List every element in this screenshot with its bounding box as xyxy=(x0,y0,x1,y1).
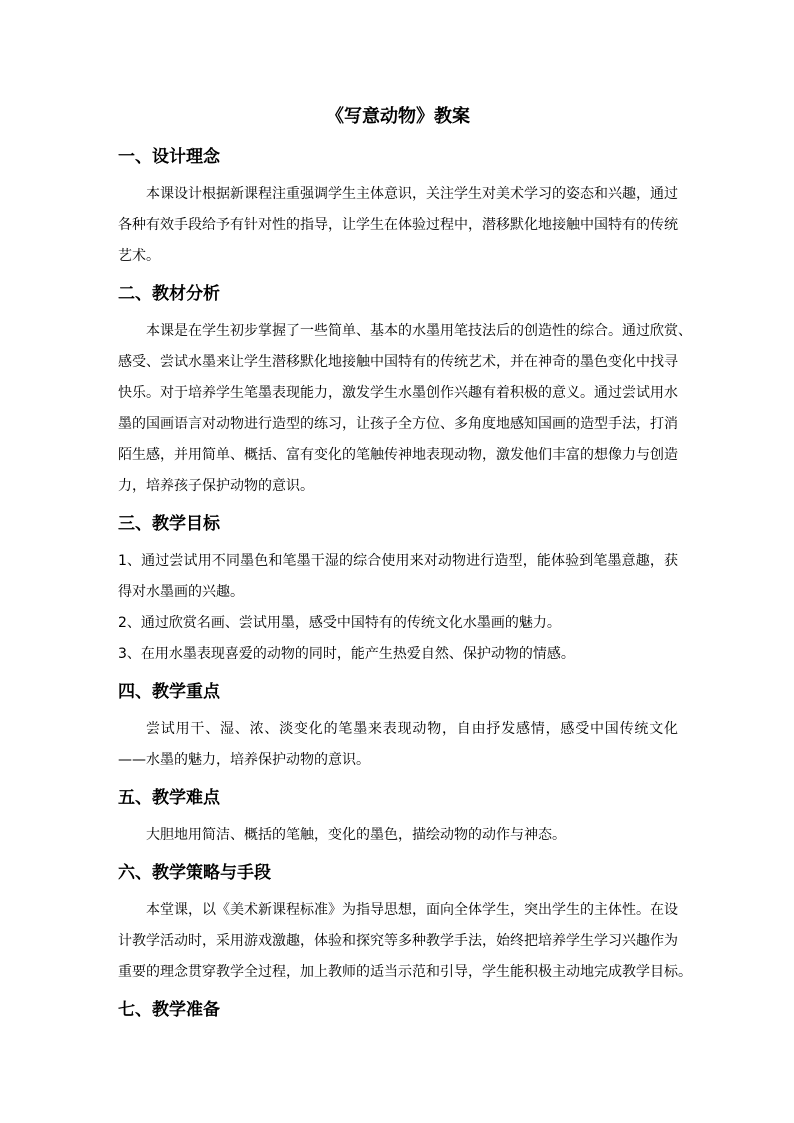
paragraph-line: 快乐。对于培养学生笔墨表现能力，激发学生水墨创作兴趣有着积极的意义。通过尝试用水 xyxy=(118,385,678,401)
section-heading: 二、教材分析 xyxy=(118,284,220,304)
paragraph-line: 尝试用干、湿、浓、淡变化的笔墨来表现动物，自由抒发感情，感受中国传统文化 xyxy=(146,721,678,737)
section-heading: 一、设计理念 xyxy=(118,147,220,167)
list-item-line: 1、通过尝试用不同墨色和笔墨干湿的综合使用来对动物进行造型，能体验到笔墨意趣，获 xyxy=(118,553,678,569)
paragraph-line: 感受、尝试水墨来让学生潜移默化地接触中国特有的传统艺术，并在神奇的墨色变化中找寻 xyxy=(118,354,678,370)
list-item-line: 3、在用水墨表现喜爱的动物的同时，能产生热爱自然、保护动物的情感。 xyxy=(118,646,575,662)
document-page xyxy=(118,99,692,1032)
paragraph-line: ——水墨的魅力，培养保护动物的意识。 xyxy=(118,752,370,768)
section-heading: 四、教学重点 xyxy=(118,682,220,702)
paragraph-line: 陌生感，并用简单、概括、富有变化的笔触传神地表现动物，激发他们丰富的想像力与创造 xyxy=(118,447,678,463)
document-title: 《写意动物》教案 xyxy=(326,106,470,127)
paragraph-line: 本课设计根据新课程注重强调学生主体意识，关注学生对美术学习的姿态和兴趣，通过 xyxy=(146,186,678,202)
paragraph-line: 重要的理念贯穿教学全过程，加上教师的适当示范和引导，学生能积极主动地完成教学目标。 xyxy=(118,964,692,980)
paragraph-line: 本课是在学生初步掌握了一些简单、基本的水墨用笔技法后的创造性的综合。通过欣赏、 xyxy=(146,323,692,339)
list-item-line: 2、通过欣赏名画、尝试用墨，感受中国特有的传统文化水墨画的魅力。 xyxy=(118,615,561,631)
section-heading: 五、教学难点 xyxy=(118,788,220,808)
list-item-line: 得对水墨画的兴趣。 xyxy=(118,584,244,600)
section-heading: 六、教学策略与手段 xyxy=(118,863,271,883)
paragraph-line: 墨的国画语言对动物进行造型的练习，让孩子全方位、多角度地感知国画的造型手法，打消 xyxy=(118,416,678,432)
section-heading: 七、教学准备 xyxy=(118,1000,220,1020)
paragraph-line: 力，培养孩子保护动物的意识。 xyxy=(118,478,314,494)
paragraph-line: 大胆地用简洁、概括的笔触，变化的墨色，描绘动物的动作与神态。 xyxy=(146,827,566,843)
paragraph-line: 艺术。 xyxy=(118,248,160,264)
document-body xyxy=(118,138,692,1032)
section-heading: 三、教学目标 xyxy=(118,514,220,534)
paragraph-line: 各种有效手段给予有针对性的指导，让学生在体验过程中，潜移默化地接触中国特有的传统 xyxy=(118,217,678,233)
paragraph-line: 计教学活动时，采用游戏激趣，体验和探究等多种教学手法，始终把培养学生学习兴趣作为 xyxy=(118,933,678,949)
paragraph-line: 本堂课，以《美术新课程标准》为指导思想，面向全体学生，突出学生的主体性。在设 xyxy=(146,902,678,918)
